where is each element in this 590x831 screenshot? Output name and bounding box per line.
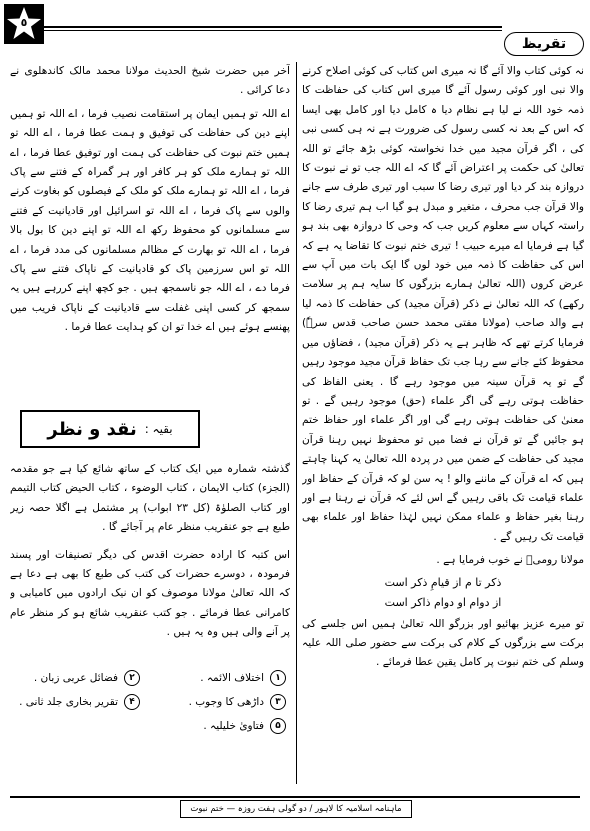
right-closing-paragraph: تو میرے عزیز بھائیو اور بزرگو اللہ تعالیٰ ہمیں اس جلسے کی برکت سے بزرگوں کے کلام کی برکت سے حضور صلی اللہ علیہ وسلم کی ختم نبوت پر کامل یقین عطا فرمائے .: [302, 617, 584, 669]
left-column: [10, 62, 290, 408]
list-item: [19, 694, 140, 710]
left-paragraph-2: اس کتبہ کا ارادہ حضرت اقدس کی دیگر تصنیفات اور پسند فرمودہ ، دوسرے حضرات کی کتب کی طبع کا بھی ہے دعا ہے کہ اللہ تعالیٰ مولانا موصوف کو ان نیک ارادوں میں کامیابی و کامرانی عطا فرمائے . جو کتب عنقریب شائع ہو کر منظر عام پر آنے والی ہیں وہ یہ ہیں .: [10, 548, 290, 639]
list-item: [34, 670, 140, 686]
list-number: ۲: [124, 670, 140, 686]
poem-line-2: از دوام او دوام ذاکر است: [384, 595, 502, 609]
left-column-lower: [10, 460, 290, 666]
column-divider: [296, 62, 297, 784]
list-label: داڑھی کا وجوب .: [188, 696, 264, 708]
list-label: اختلاف الائمہ .: [200, 672, 264, 684]
list-number: ۵: [270, 718, 286, 734]
dua-paragraph: اے اللہ تو ہمیں ایمان پر استقامت نصیب فرما ، اے اللہ تو ہمیں اپنے دین کی حفاظت کی توفیق و ہمت عطا فرما ، اے اللہ تو ہمیں ختم نبوت کی حفاظت کی ہمت اور توفیق عطا فرما ، اے اللہ تو ہمارے ملک کو ہر کافر اور ہر گمراہ کے فتنے سے پاک فرما ، اے اللہ تو ہمارے ملک کو ملک کے فیصلوں کو بغاوت کرنے والوں سے پاک فرما ، اے اللہ تو اسرائیل اور قادیانیت کے فتنے سے مسلمانوں کو محفوظ رکھ اے اللہ تو اپنے دین کا بول بالا فرما ، اے اللہ تو بھارت کے مظالم مسلمانوں کی مدد فرما ، اے اللہ تو اس سرزمین پاک کو قادیانیت کے ناپاک فتنے سے پاک فرما دے ، اے اللہ جو ناسمجھ ہیں . جو کچھ اپنے کررہے ہیں یہ سمجھ کر کسی اپنی غفلت سے قادیانیت کے ناپاک فریب میں پھنسے ہوئے ہیں اے خدا تو ان کو ہدایت عطا فرما .: [10, 107, 290, 334]
list-number: ۱: [270, 670, 286, 686]
poem-line-1: ذکر تا م از قیامِ ذکر است: [384, 575, 502, 589]
list-item: [200, 670, 286, 686]
header-rule-thin: [44, 30, 502, 31]
right-column: [302, 62, 584, 784]
footer-caption: ماہنامہ اسلامیہ کا لاہور / دو گولی ہفت روزہ — ختم نبوت: [180, 800, 412, 818]
star-page-number-badge: [4, 4, 44, 44]
right-paragraph-2: مولانا رومیؒ نے خوب فرمایا ہے .: [436, 554, 584, 567]
left-intro: آخر میں حضرت شیخ الحدیث مولانا محمد مالک کاندھلوی نے دعا کرائی .: [10, 65, 290, 97]
section-title: نقد و نظر: [47, 418, 137, 440]
right-paragraph-1: نہ کوئی کتاب والا آئے گا نہ میری اس کتاب کی کوئی اصلاح کرنے والا نبی اور کوئی رسول آئے گا میری اس کتاب کی حفاظت کا ذمہ خود اللہ نے لیا ہے نظام دیا ہ کامل دیا اور کامل بھی ایسا کہ اس کے بعد نہ کسی رسول کی ضرورت ہے نہ ہی کسی نبی کی ، اگر قرآن مجید میں خدا نخواستہ کوئی بڑھ جائے تو اللہ تعالیٰ کی حکمت پر اعتراض آئے گا کہ اے اللہ جب تو نے نبوت کا دروازہ بند کر دیا اور تیری رضا کا سبب اور تیری طرف سے جانے والا قرآن جب محرف ، متغیر و مبدل ہو گیا اب ہم تیری رضا کا راستہ کہاں سے معلوم کریں جب کہ وحی کا دروازہ بھی بند ہو گیا ہے فرمایا اے میرے حبیب ! تیری ختم نبوت کا تقاضا یہ ہے کہ اس کی حفاظت کا ذمہ میں خود لوں گا ایک بات میں آپ سے عرض کروں (اللہ تعالیٰ ہمارے بزرگوں کا سایہ ہم پر سلامت رکھے) کہ اللہ تعالیٰ نے ذکر (قرآن مجید) کی حفاظت کا ذمہ لیا ہے والد صاحب (مولانا مفتی محمد حسن صاحب قدس سرہٗ) فرمایا کرتے تھے کہ ظاہر ہے یہ ذکر (قرآن مجید) ، فضاؤں میں محفوظ کئے جانے سے رہا جب تک حفاظ قرآن مجید موجود رہیں گے تو یہ قرآن سینہ میں موجود رہے گا . یعنی الفاظ کی حفاظت ہوتی رہے گی اگر علماء (حق) موجود رہیں گے . تو معنیٰ کی حفاظت ہوتی رہے گی اور اگر علماء اور حفاظ ختم ہو جائیں گے تو قرآن نے فضا میں تو محفوظ نہیں رہنا قرآن مجید کی حفاظت کے ضمن میں در پردہ اللہ تعالیٰ یہ کہنا چاہتے ہیں کہ اے قرآن کے ماننے والو ! یہ سن لو کہ قرآن کے حفاظ اور علماء قیامت تک باقی رہیں گے اس لئے کہ قرآن نے رہنا ہے اور رہنا بغیر حفاظ و علماء ممکن نہیں لہٰذا حفاظ اور علماء بھی قیامت تک رہیں گے .: [302, 65, 584, 543]
left-paragraph-1: گذشتہ شمارہ میں ایک کتاب کے ساتھ شائع کیا ہے جو مقدمہ (الجزء) کتاب الایمان ، کتاب الوضوء ، کتاب الحیض کتاب التیمم اور کتاب الصلوٰۃ (کل ۲۳ ابواب) پر مشتمل ہے اگلا حصہ زیر طبع ہے جو عنقریب منظر عام پر آجائے گا .: [10, 463, 290, 534]
section-badge: تقریظ: [504, 32, 584, 56]
naqd-o-nazar-section-header: [20, 410, 200, 448]
list-label: فتاویٰ خلیلیہ .: [203, 720, 264, 732]
page-number: ٥: [20, 16, 28, 29]
list-item: [189, 694, 286, 710]
header-rule: [44, 26, 502, 28]
list-number: ۴: [124, 694, 140, 710]
list-number: ۳: [270, 694, 286, 710]
list-item: [203, 718, 286, 734]
list-label: فضائل عربی زبان .: [33, 672, 118, 684]
section-lead: بقیہ :: [144, 422, 173, 436]
poem: [302, 573, 584, 613]
list-label: تقریر بخاری جلد ثانی .: [19, 696, 118, 708]
footer-rule: [10, 796, 580, 798]
upcoming-books-list: [10, 668, 290, 748]
